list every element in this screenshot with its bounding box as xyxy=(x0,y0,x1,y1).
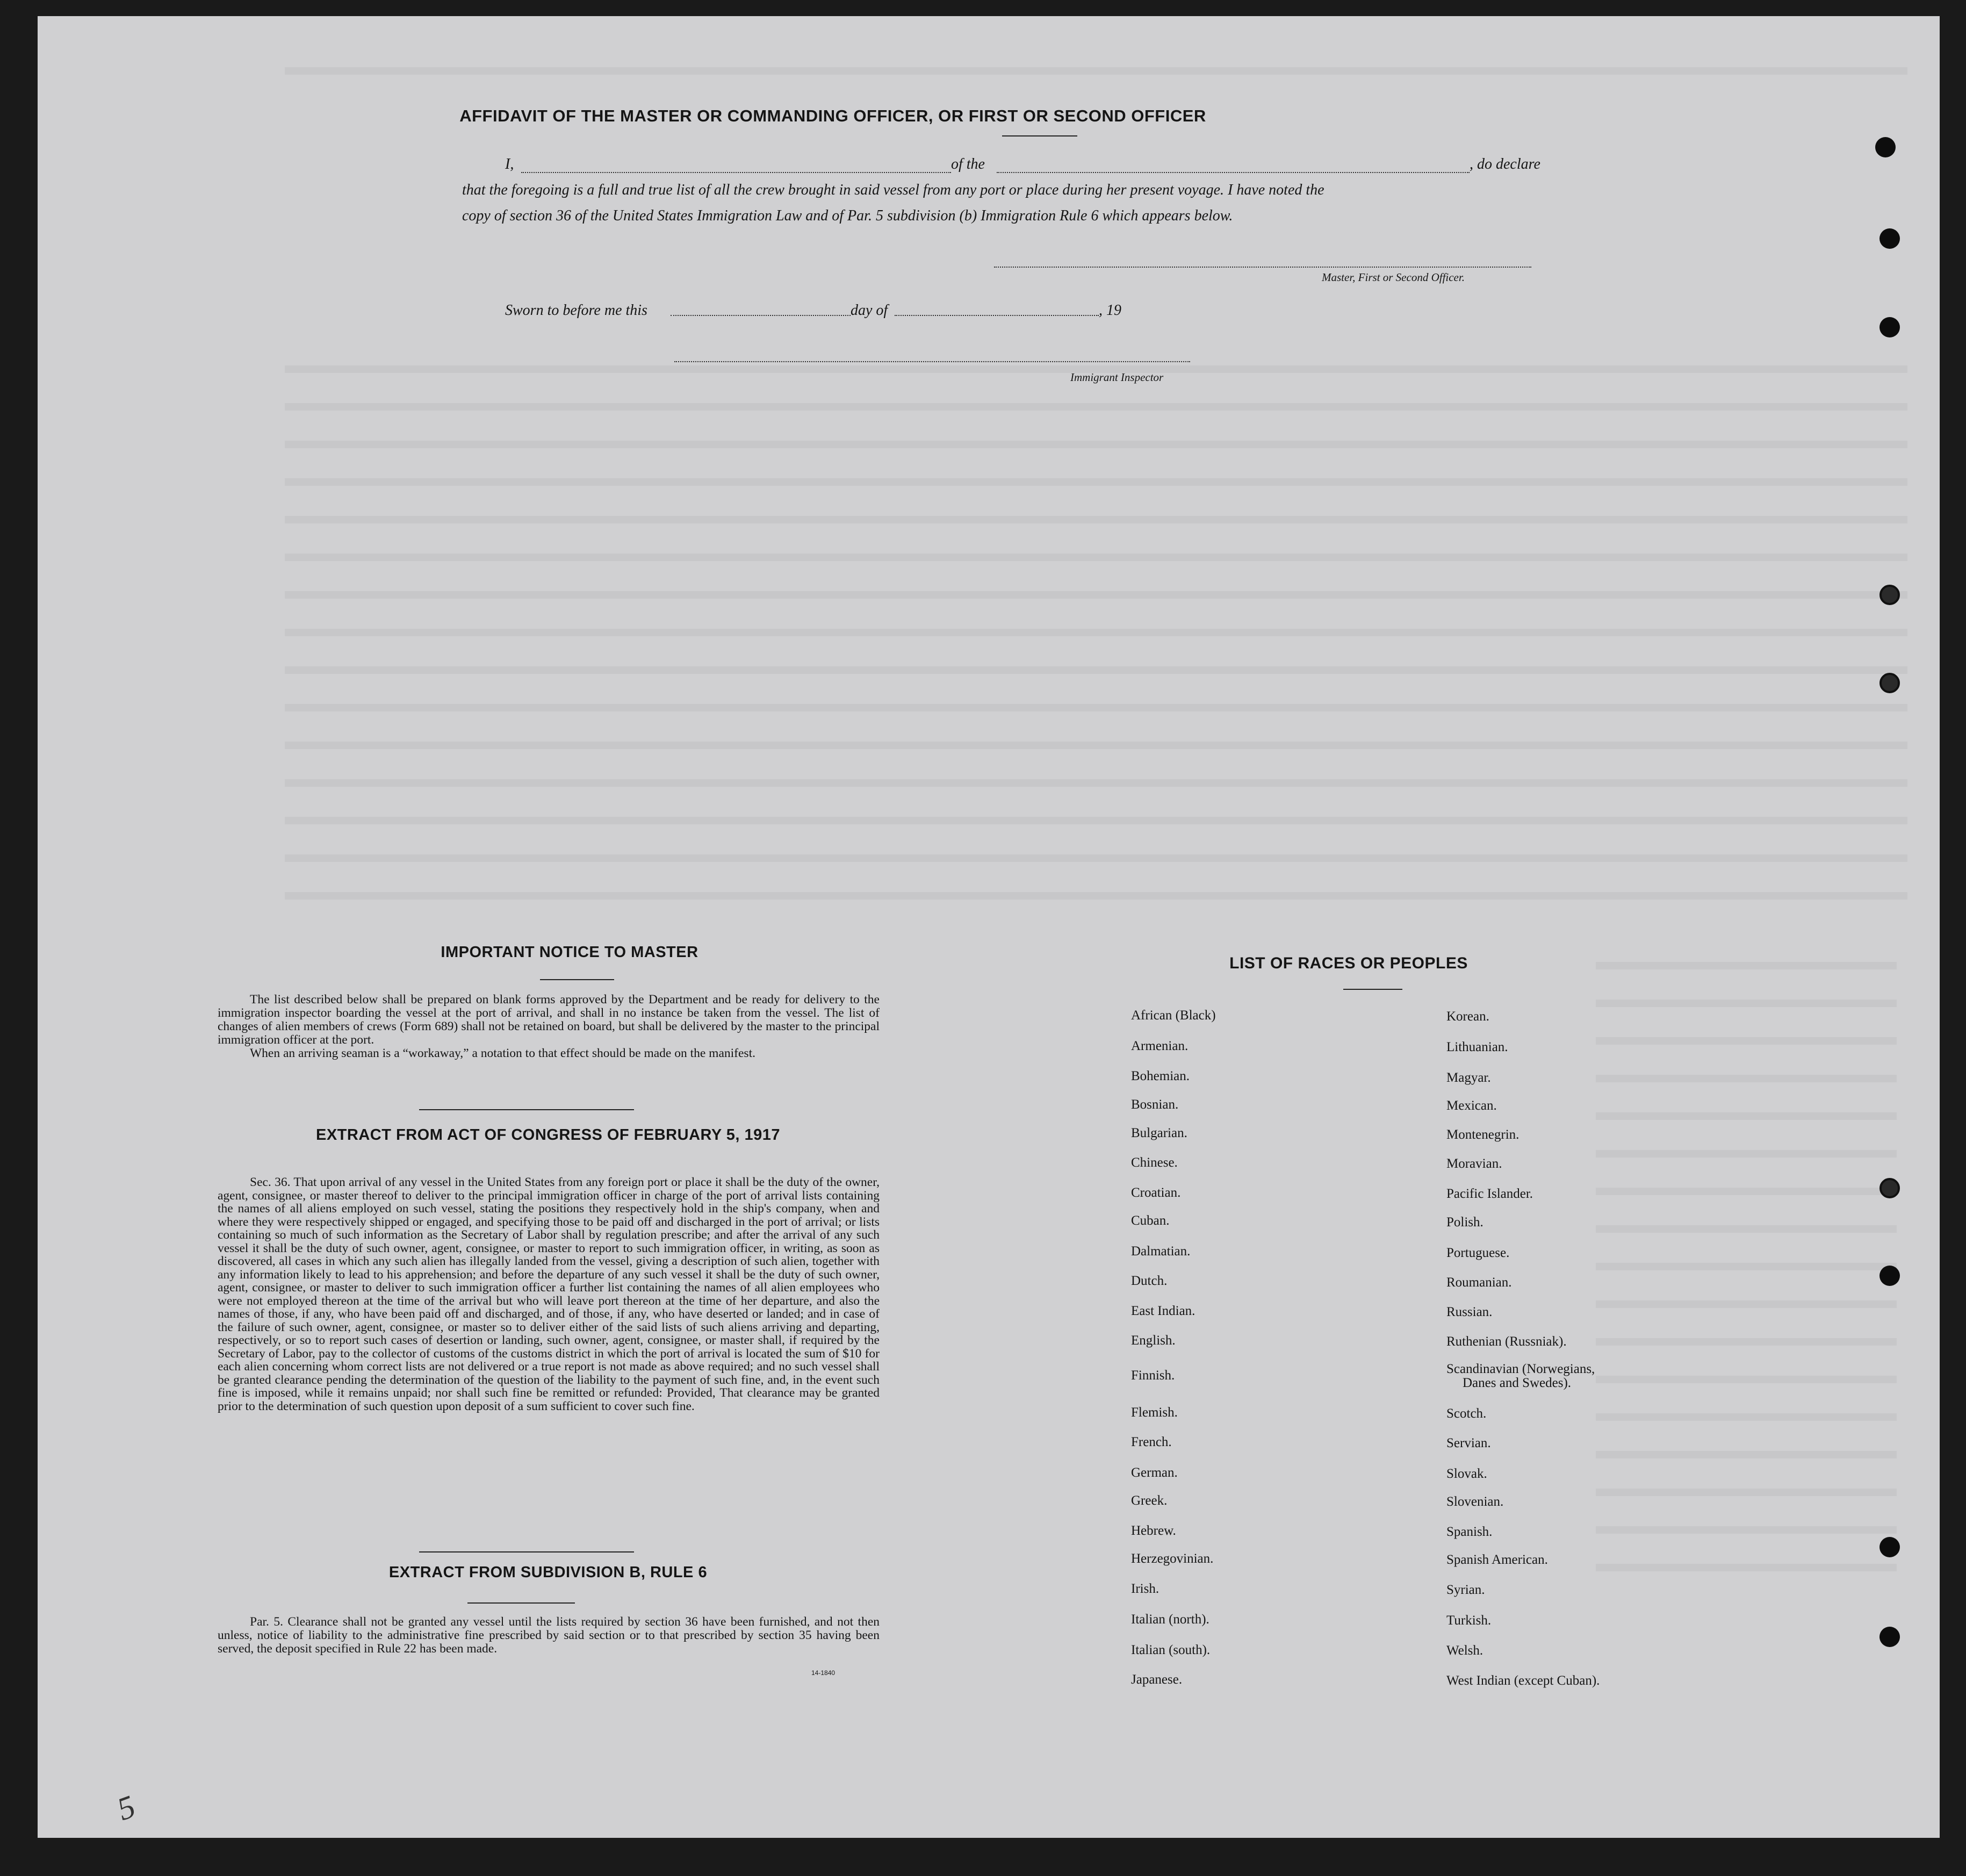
master-signature-caption: Master, First or Second Officer. xyxy=(1322,271,1465,284)
race-item: German. xyxy=(1131,1465,1178,1480)
rule-extract-title-rule xyxy=(467,1602,575,1604)
race-item: Bosnian. xyxy=(1131,1097,1179,1112)
notice-paragraph-1: The list described below shall be prepared on blank forms approved by the Department and be ready for delivery to the immigration inspector boarding the vessel at the port of arrival, and shall in no instance be taken from the vessel. The list of changes of alien members of crews (Form 689) shall not be retained on board, but shall be delivered by the master to the principal immigration officer at the port. xyxy=(218,993,880,1047)
race-item: Spanish. xyxy=(1446,1525,1493,1539)
race-item: Scandinavian (Norwegians, xyxy=(1446,1362,1595,1376)
rule-extract-body xyxy=(218,1615,880,1656)
race-item: East Indian. xyxy=(1131,1304,1196,1318)
binder-hole xyxy=(1879,228,1900,249)
affidavit-declare-label: , do declare xyxy=(1470,156,1540,172)
binder-hole xyxy=(1879,1627,1900,1647)
race-item: Pacific Islander. xyxy=(1446,1187,1533,1201)
race-item: Magyar. xyxy=(1446,1070,1491,1085)
race-item: Dalmatian. xyxy=(1131,1244,1191,1259)
notice-paragraph-2: When an arriving seaman is a “workaway,” a notation to that effect should be made on the manifest. xyxy=(250,1046,755,1060)
race-item: Greek. xyxy=(1131,1493,1168,1508)
notice-body xyxy=(218,993,880,1060)
race-item: Hebrew. xyxy=(1131,1523,1176,1538)
race-item: Italian (south). xyxy=(1131,1643,1211,1657)
day-of-label: day of xyxy=(851,302,888,319)
master-signature-field[interactable] xyxy=(994,267,1531,268)
inspector-caption: Immigrant Inspector xyxy=(1070,371,1164,384)
rule-extract-text: Par. 5. Clearance shall not be granted any vessel until the lists required by section 36 have been furnished, and not then unless, notice of liability to the administrative fine prescribed by said section or to that prescribed by section 35 having been served, the deposit specified in Rule 22 has been made. xyxy=(218,1615,880,1656)
notice-title-rule xyxy=(540,979,614,980)
race-item: Flemish. xyxy=(1131,1405,1178,1420)
affidavit-line3: copy of section 36 of the United States Immigration Law and of Par. 5 subdivision (b) Immigration Rule 6 which appears below. xyxy=(462,207,1233,224)
affidavit-i-label: I, xyxy=(505,156,514,172)
race-item: Korean. xyxy=(1446,1009,1489,1024)
act-extract-title: EXTRACT FROM ACT OF CONGRESS OF FEBRUARY 5, 1917 xyxy=(315,1126,781,1144)
race-item: Danes and Swedes). xyxy=(1463,1376,1572,1390)
binder-hole xyxy=(1879,1178,1900,1198)
notice-title: IMPORTANT NOTICE TO MASTER xyxy=(441,944,698,961)
race-item: Dutch. xyxy=(1131,1274,1168,1288)
sworn-month-field[interactable] xyxy=(895,315,1099,316)
race-item: Chinese. xyxy=(1131,1155,1178,1170)
races-title-rule xyxy=(1343,989,1402,990)
race-item: Roumanian. xyxy=(1446,1275,1512,1290)
race-item: Montenegrin. xyxy=(1446,1127,1519,1142)
affidavit-name-field[interactable] xyxy=(521,172,951,173)
sworn-label: Sworn to before me this xyxy=(505,302,647,319)
race-item: Slovak. xyxy=(1446,1467,1487,1481)
race-item: Scotch. xyxy=(1446,1406,1487,1421)
race-item: Bulgarian. xyxy=(1131,1126,1187,1140)
affidavit-line2: that the foregoing is a full and true list of all the crew brought in said vessel from any port or place during her present voyage. I have noted the xyxy=(462,182,1324,198)
race-item: Armenian. xyxy=(1131,1039,1189,1053)
race-item: Welsh. xyxy=(1446,1643,1483,1658)
race-item: Croatian. xyxy=(1131,1185,1181,1200)
race-item: Japanese. xyxy=(1131,1672,1183,1687)
affidavit-vessel-field[interactable] xyxy=(997,172,1470,173)
section-divider xyxy=(419,1109,634,1110)
inspector-signature-field[interactable] xyxy=(674,361,1190,362)
race-item: West Indian (except Cuban). xyxy=(1446,1673,1600,1688)
race-item: Servian. xyxy=(1446,1436,1491,1450)
affidavit-title: AFFIDAVIT OF THE MASTER OR COMMANDING OFFICER, OR FIRST OR SECOND OFFICER xyxy=(459,106,1206,125)
binder-hole xyxy=(1879,1266,1900,1286)
sworn-day-field[interactable] xyxy=(671,315,851,316)
affidavit-title-rule xyxy=(1002,135,1077,136)
race-item: Ruthenian (Russniak). xyxy=(1446,1334,1567,1349)
race-item: Moravian. xyxy=(1446,1156,1502,1171)
binder-hole xyxy=(1879,317,1900,337)
race-item: Irish. xyxy=(1131,1582,1160,1596)
race-item: Lithuanian. xyxy=(1446,1040,1508,1054)
binder-hole xyxy=(1879,1537,1900,1557)
race-item: Slovenian. xyxy=(1446,1494,1504,1509)
race-item: Italian (north). xyxy=(1131,1612,1209,1627)
race-item: Polish. xyxy=(1446,1215,1483,1230)
binder-hole xyxy=(1875,137,1896,157)
race-item: Bohemian. xyxy=(1131,1069,1190,1083)
race-item: Herzegovinian. xyxy=(1131,1551,1214,1566)
race-item: Turkish. xyxy=(1446,1613,1492,1628)
race-item: English. xyxy=(1131,1333,1176,1348)
act-extract-text: Sec. 36. That upon arrival of any vessel in the United States from any foreign port or place it shall be the duty of the owner, agent, consignee, or master thereof to deliver to the principal immigration officer in charge of the port of arrival lists containing the names of all aliens employed on such vessel, stating the positions they respectively hold in the ship's company, when and where they were respectively shipped or engaged, and specifying those to be paid off and discharged in the port of arrival; or lists containing so much of such information as the Secretary of Labor shall by regulation prescribe; and after the arrival of any such vessel it shall be the duty of such owner, agent, consignee, or master to report to such immigration officer, in writing, as soon as discovered, all cases in which any such alien has illegally landed from the vessel, giving a description of such alien, together with any information likely to lead to his apprehension; and before the departure of any such vessel it shall be the duty of such owner, agent, consignee, or master to deliver to such immigration officer a further list containing the names of all alien employees who were not employed thereon at the time of the arrival but who will leave port thereon at the time of her departure, and also the names of those, if any, who have been paid off and discharged, and of those, if any, who have deserted or landed; and in case of the failure of such owner, agent, consignee, or master so to deliver either of the said lists of such aliens arriving and departing, respectively, or so to report such cases of desertion or landing, such owner, agent, consignee, or master shall, if required by the Secretary of Labor, pay to the collector of customs of the customs district in which the port of arrival is located the sum of $10 for each alien concerning whom correct lists are not delivered or a true report is not made as above required; and no such vessel shall be granted clearance pending the determination of the question of the liability to the payment of such fine, and, in the event such fine is imposed, while it remains unpaid; nor shall such fine be remitted or refunded: Provided, That clearance may be granted prior to the determination of such question upon deposit of a sum sufficient to cover such fine. xyxy=(218,1175,880,1413)
year-label: , 19 xyxy=(1099,302,1121,319)
handwritten-mark: 5 xyxy=(112,1788,140,1828)
race-item: Mexican. xyxy=(1446,1098,1497,1113)
section-divider xyxy=(419,1551,634,1552)
race-item: Cuban. xyxy=(1131,1213,1170,1228)
form-number: 14-1840 xyxy=(811,1669,836,1677)
binder-hole xyxy=(1879,585,1900,605)
race-item: African (Black) xyxy=(1131,1008,1216,1023)
race-item: Syrian. xyxy=(1446,1583,1485,1597)
race-item: Finnish. xyxy=(1131,1368,1175,1383)
document-sheet xyxy=(38,16,1940,1838)
races-title: LIST OF RACES OR PEOPLES xyxy=(1229,954,1468,972)
binder-hole xyxy=(1879,673,1900,693)
rule-extract-title: EXTRACT FROM SUBDIVISION B, RULE 6 xyxy=(388,1564,708,1581)
act-extract-body xyxy=(218,1176,880,1413)
race-item: Russian. xyxy=(1446,1305,1493,1319)
race-item: Portuguese. xyxy=(1446,1246,1510,1260)
race-item: French. xyxy=(1131,1435,1172,1449)
affidavit-of-the-label: of the xyxy=(951,156,985,172)
race-item: Spanish American. xyxy=(1446,1552,1548,1567)
